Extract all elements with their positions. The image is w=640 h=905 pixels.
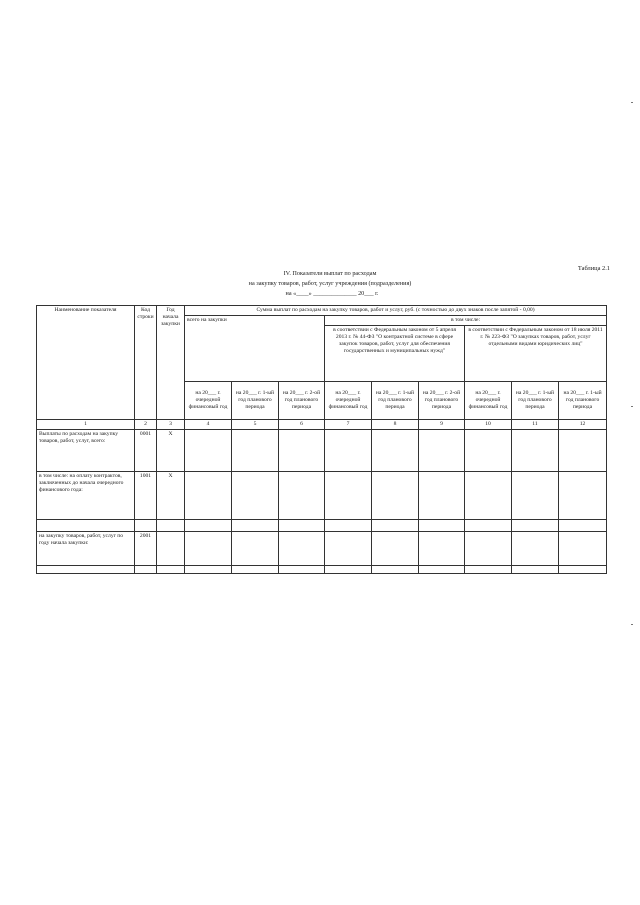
cell-input[interactable] — [232, 531, 279, 565]
cell-input[interactable] — [559, 519, 607, 531]
cell-input[interactable] — [232, 471, 279, 519]
law-223-header: в соответствии с Федеральным законом от 18 июля 2011 г. № 223-ФЗ "О закупках товаров, работ, услуг отдельными видами юридических лиц" — [465, 326, 607, 382]
cell-input[interactable] — [372, 429, 419, 471]
form-title: IV. Показатели выплат по расходам — [283, 270, 377, 277]
cell-input[interactable] — [372, 565, 419, 573]
cell-input[interactable] — [185, 565, 232, 573]
cell-input[interactable] — [512, 471, 559, 519]
table-row — [37, 531, 607, 565]
row-code: 1001 — [135, 471, 157, 519]
col-header-year: Год начала закупки — [157, 306, 185, 420]
column-number-row — [37, 420, 607, 430]
col-header-code: Код строки — [135, 306, 157, 420]
column-number: 1 — [37, 420, 135, 430]
period-header: на 20___ г. очередной финансовый год — [325, 382, 372, 420]
cell-input[interactable] — [232, 429, 279, 471]
including-header: в том числе: — [325, 316, 607, 326]
cell-input[interactable] — [512, 531, 559, 565]
column-number: 12 — [559, 420, 607, 430]
cell-input[interactable] — [419, 565, 465, 573]
table-row — [37, 429, 607, 471]
column-number: 5 — [232, 420, 279, 430]
cell-input[interactable] — [465, 565, 512, 573]
column-number: 6 — [279, 420, 325, 430]
row-year: X — [157, 471, 185, 519]
cell-input[interactable] — [372, 531, 419, 565]
cell-input[interactable] — [512, 519, 559, 531]
cell-input[interactable] — [325, 519, 372, 531]
cell-input[interactable] — [419, 429, 465, 471]
row-name: на закупку товаров, работ, услуг по году начала закупки: — [37, 531, 135, 565]
period-header: на 20___ г. 1-ый год планового периода — [232, 382, 279, 420]
period-header: на 20___ г. 2-ой год планового периода — [419, 382, 465, 420]
cell-input[interactable] — [279, 471, 325, 519]
table-number: Таблица 2.1 — [577, 265, 610, 272]
cell-input[interactable] — [325, 429, 372, 471]
cell-input[interactable] — [279, 519, 325, 531]
table-row — [37, 565, 607, 573]
period-header: на 20___ г. очередной финансовый год — [185, 382, 232, 420]
column-number: 7 — [325, 420, 372, 430]
cell-input[interactable] — [465, 519, 512, 531]
cell-input[interactable] — [559, 429, 607, 471]
cell-input[interactable] — [465, 531, 512, 565]
period-header: на 20___ г. 1-ый год планового периода — [372, 382, 419, 420]
cell-input[interactable] — [185, 429, 232, 471]
cell-input[interactable] — [559, 565, 607, 573]
cell-input[interactable] — [512, 565, 559, 573]
row-name: Выплаты по расходам на закупку товаров, работ, услуг, всего: — [37, 429, 135, 471]
cell-input[interactable] — [465, 429, 512, 471]
cell-input[interactable] — [372, 519, 419, 531]
row-code — [135, 565, 157, 573]
row-code: 2001 — [135, 531, 157, 565]
period-header: на 20___ г. очередной финансовый год — [465, 382, 512, 420]
row-code — [135, 519, 157, 531]
row-code: 0001 — [135, 429, 157, 471]
all-procurement-header: всего на закупки — [185, 316, 325, 382]
cell-input[interactable] — [559, 531, 607, 565]
cell-input[interactable] — [232, 519, 279, 531]
row-year — [157, 565, 185, 573]
cell-input[interactable] — [185, 519, 232, 531]
cell-input[interactable] — [279, 531, 325, 565]
row-name: в том числе: на оплату контрактов, заключенных до начала очередного финансового года: — [37, 471, 135, 519]
cell-input[interactable] — [419, 531, 465, 565]
cell-input[interactable] — [185, 471, 232, 519]
period-header: на 20___ г. 1-ый год планового периода — [559, 382, 607, 420]
column-number: 4 — [185, 420, 232, 430]
cell-input[interactable] — [325, 565, 372, 573]
procurement-table — [36, 305, 607, 574]
row-name — [37, 565, 135, 573]
cell-input[interactable] — [559, 471, 607, 519]
cell-input[interactable] — [512, 429, 559, 471]
column-number: 11 — [512, 420, 559, 430]
cell-input[interactable] — [185, 531, 232, 565]
period-header: на 20___ г. 2-ой год планового периода — [279, 382, 325, 420]
row-year — [157, 519, 185, 531]
cell-input[interactable] — [232, 565, 279, 573]
table-row — [37, 519, 607, 531]
cell-input[interactable] — [279, 565, 325, 573]
row-year — [157, 531, 185, 565]
table-row — [37, 471, 607, 519]
cell-input[interactable] — [372, 471, 419, 519]
cell-input[interactable] — [419, 471, 465, 519]
cell-input[interactable] — [325, 531, 372, 565]
col-header-name: Наименование показателя — [37, 306, 135, 420]
period-header: на 20___ г. 1-ый год планового периода — [512, 382, 559, 420]
sum-header: Сумма выплат по расходам на закупку товаров, работ и услуг, руб. (с точностью до двух знаков после запятой - 0,00) — [185, 306, 607, 316]
scan-mark — [631, 406, 633, 407]
row-year: X — [157, 429, 185, 471]
cell-input[interactable] — [325, 471, 372, 519]
scan-mark — [631, 624, 633, 625]
column-number: 3 — [157, 420, 185, 430]
cell-input[interactable] — [465, 471, 512, 519]
cell-input[interactable] — [419, 519, 465, 531]
column-number: 2 — [135, 420, 157, 430]
row-name — [37, 519, 135, 531]
law-44-header: в соответствии с Федеральным законом от 5 апреля 2013 г. № 44-ФЗ "О контрактной системе в сфере закупок товаров, работ, услуг для обеспечения государственных и муниципальных нужд" — [325, 326, 465, 382]
form-date-line: на «____» ______________ 20___ г. — [285, 290, 379, 297]
cell-input[interactable] — [279, 429, 325, 471]
column-number: 8 — [372, 420, 419, 430]
column-number: 10 — [465, 420, 512, 430]
scan-mark — [631, 102, 633, 103]
column-number: 9 — [419, 420, 465, 430]
form-subtitle: на закупку товаров, работ, услуг учреждения (подразделения) — [248, 280, 412, 287]
